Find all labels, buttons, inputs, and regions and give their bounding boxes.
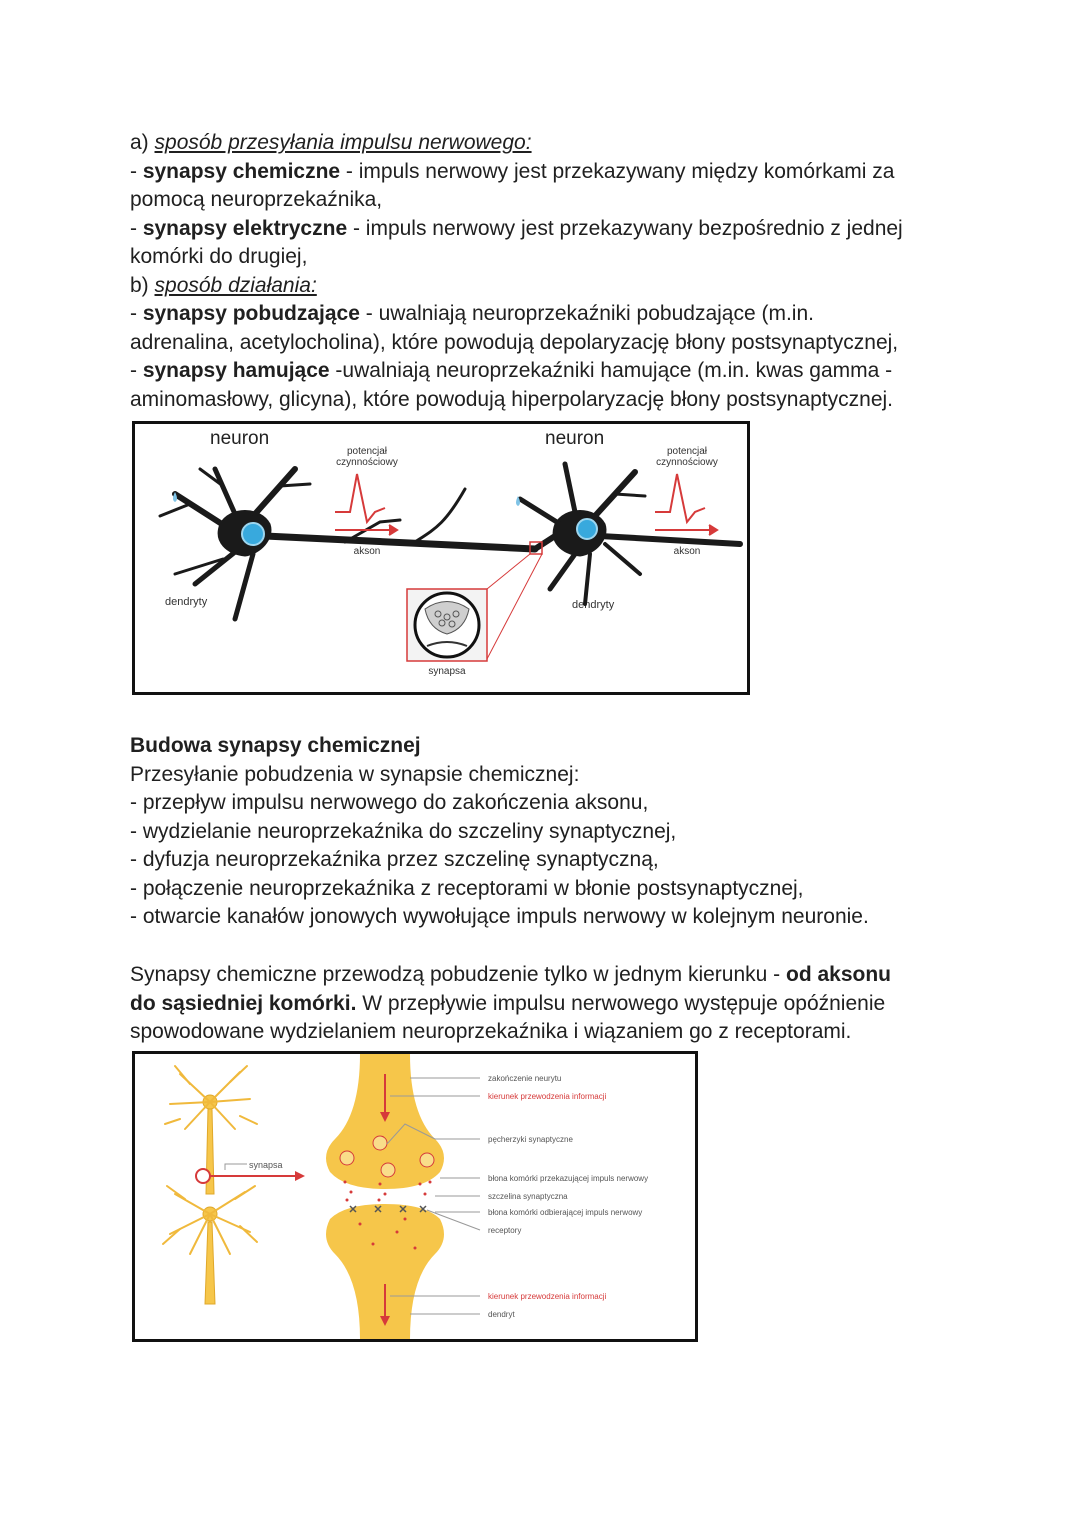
step-5: - otwarcie kanałów jonowych wywołujące impuls nerwowy w kolejnym neuronie. xyxy=(130,905,869,928)
step-1: - przepływ impulsu nerwowego do zakończenia aksonu, xyxy=(130,791,649,814)
potential-2-label: potencjał xyxy=(666,446,708,457)
synapse-small-label: synapsa xyxy=(249,1160,283,1170)
classification-text xyxy=(130,129,960,414)
axon-2-label: akson xyxy=(673,546,701,557)
step-3: - dyfuzja neuroprzekaźnika przez szczelinę synaptyczną, xyxy=(130,848,659,871)
potential-1-label-2: czynnościowy xyxy=(336,457,398,468)
synapse-figure xyxy=(132,1051,698,1342)
synapse-marker xyxy=(196,1169,210,1183)
section-a-item-2: - synapsy elektryczne - impuls nerwowy jest przekazywany bezpośrednio z jednej xyxy=(130,216,903,240)
step-4: - połączenie neuroprzekaźnika z receptorami w błonie postsynaptycznej, xyxy=(130,876,804,900)
dendrites-2-label: dendryty xyxy=(572,599,615,611)
section-b-item-2-cont: aminomasłowy, glicyna), które powodują hiperpolaryzację błony postsynaptycznej. xyxy=(130,387,893,411)
para-line-2: do sąsiedniej komórki. W przepływie impulsu nerwowego występuje opóźnienie xyxy=(130,991,886,1015)
section-a-heading: a) sposób przesyłania impulsu nerwowego: xyxy=(130,131,532,154)
potential-2-label-2: czynnościowy xyxy=(656,457,718,468)
section-c-heading: Budowa synapsy chemicznej xyxy=(130,734,421,757)
zoom-lines xyxy=(487,554,542,659)
small-neuron-icon xyxy=(203,1095,217,1304)
axon-1-label: akson xyxy=(353,546,381,557)
label-presynaptic-membrane: błona komórki przekazującej impuls nerwowy xyxy=(488,1174,649,1183)
section-c-intro: Przesyłanie pobudzenia w synapsie chemicznej: xyxy=(130,762,580,786)
potential-1-label: potencjał xyxy=(346,446,388,457)
section-b-item-1: - synapsy pobudzające - uwalniają neuroprzekaźniki pobudzające (m.in. xyxy=(130,302,814,325)
section-b-item-1-cont: adrenalina, acetylocholina), które powodują depolaryzację błony postsynaptycznej, xyxy=(130,330,899,354)
label-postsynaptic-membrane: błona komórki odbierającej impuls nerwowy xyxy=(488,1208,643,1217)
nucleus-1-icon xyxy=(242,523,264,545)
label-dendrite: dendryt xyxy=(488,1310,515,1319)
nucleus-2-icon xyxy=(577,519,597,539)
section-a-item-1-cont: pomocą neuroprzekaźnika, xyxy=(130,188,383,211)
dendrites-1-label: dendryty xyxy=(165,596,208,608)
chemical-synapse-text xyxy=(130,732,960,932)
section-a-item-1: - synapsy chemiczne - impuls nerwowy jest przekazywany między komórkami za xyxy=(130,159,895,183)
para-line-3: spowodowane wydzielaniem neuroprzekaźnika i wiązaniem go z receptorami. xyxy=(130,1020,852,1043)
synapse-pointer-arrowhead xyxy=(295,1171,305,1181)
synapse-diagram xyxy=(135,1054,695,1339)
section-b-item-2: - synapsy hamujące -uwalniają neuroprzekaźniki hamujące (m.in. kwas gamma - xyxy=(130,359,893,382)
synapse-leader xyxy=(225,1164,247,1170)
para-line-1: Synapsy chemiczne przewodzą pobudzenie tylko w jednym kierunku - od aksonu xyxy=(130,963,892,986)
neuron-1-label: neuron xyxy=(210,428,270,449)
direction-paragraph xyxy=(130,961,960,1047)
action-potential-1-icon xyxy=(335,474,397,535)
label-receptors: receptory xyxy=(488,1226,522,1235)
label-cleft: szczelina synaptyczna xyxy=(488,1192,568,1201)
step-2: - wydzielanie neuroprzekaźnika do szczeliny synaptycznej, xyxy=(130,819,677,843)
neuron-2-label: neuron xyxy=(545,428,605,449)
section-b-heading: b) sposób działania: xyxy=(130,273,317,297)
label-direction-top: kierunek przewodzenia informacji xyxy=(488,1092,607,1101)
neuron-2-icon xyxy=(520,464,740,604)
label-direction-bottom: kierunek przewodzenia informacji xyxy=(488,1292,607,1301)
section-a-item-2-cont: komórki do drugiej, xyxy=(130,245,308,268)
action-potential-2-icon xyxy=(655,474,717,535)
synapse-label: synapsa xyxy=(428,666,466,677)
neuron-diagram xyxy=(135,424,747,692)
neuron-figure xyxy=(132,421,750,695)
label-vesicles: pęcherzyki synaptyczne xyxy=(488,1135,573,1144)
label-terminal: zakończenie neurytu xyxy=(488,1074,562,1083)
